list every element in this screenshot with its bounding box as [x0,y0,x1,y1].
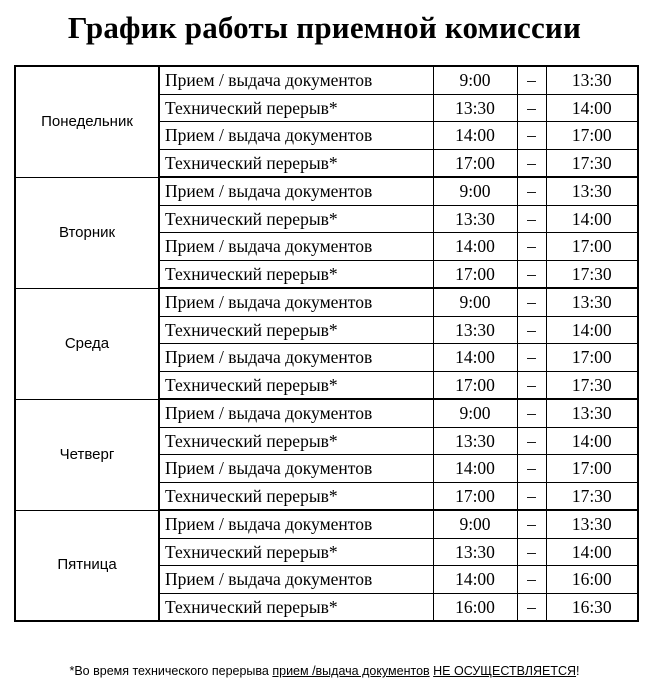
schedule-body [15,66,638,621]
activity-cell: Технический перерыв* [159,149,433,177]
time-dash-cell: – [517,510,546,538]
schedule-row [15,510,638,538]
time-dash-cell: – [517,399,546,427]
time-from-cell: 17:00 [433,482,517,510]
activity-cell: Прием / выдача документов [159,66,433,94]
time-to-cell: 17:00 [546,122,638,150]
activity-cell: Технический перерыв* [159,205,433,233]
time-to-cell: 16:30 [546,593,638,621]
time-to-cell: 13:30 [546,177,638,205]
footnote-underlined-not-performed: НЕ ОСУЩЕСТВЛЯЕТСЯ [433,664,577,678]
time-from-cell: 17:00 [433,149,517,177]
time-to-cell: 17:30 [546,260,638,288]
time-dash-cell: – [517,344,546,372]
footnote-prefix: *Во время технического перерыва [69,664,273,678]
activity-cell: Технический перерыв* [159,593,433,621]
time-dash-cell: – [517,482,546,510]
time-from-cell: 13:30 [433,316,517,344]
activity-cell: Прием / выдача документов [159,177,433,205]
schedule-row [15,288,638,316]
footnote [0,663,649,679]
time-to-cell: 13:30 [546,510,638,538]
time-dash-cell: – [517,122,546,150]
time-dash-cell: – [517,566,546,594]
time-from-cell: 13:30 [433,427,517,455]
day-name: Вторник [15,177,159,288]
activity-cell: Прием / выдача документов [159,510,433,538]
time-to-cell: 13:30 [546,288,638,316]
activity-cell: Прием / выдача документов [159,122,433,150]
time-to-cell: 17:00 [546,455,638,483]
footnote-underlined-documents: прием /выдача документов [272,664,430,678]
time-dash-cell: – [517,177,546,205]
time-from-cell: 14:00 [433,233,517,261]
time-from-cell: 13:30 [433,538,517,566]
time-from-cell: 14:00 [433,344,517,372]
time-to-cell: 13:30 [546,399,638,427]
time-from-cell: 9:00 [433,288,517,316]
activity-cell: Технический перерыв* [159,371,433,399]
time-to-cell: 14:00 [546,316,638,344]
time-to-cell: 14:00 [546,427,638,455]
schedule-table [14,65,639,622]
time-dash-cell: – [517,66,546,94]
time-dash-cell: – [517,233,546,261]
activity-cell: Технический перерыв* [159,427,433,455]
time-to-cell: 13:30 [546,66,638,94]
time-dash-cell: – [517,538,546,566]
time-dash-cell: – [517,149,546,177]
time-dash-cell: – [517,371,546,399]
page-title: График работы приемной комиссии [67,10,582,45]
activity-cell: Прием / выдача документов [159,455,433,483]
time-from-cell: 9:00 [433,510,517,538]
time-from-cell: 9:00 [433,66,517,94]
time-from-cell: 14:00 [433,455,517,483]
time-to-cell: 17:00 [546,344,638,372]
time-dash-cell: – [517,94,546,122]
time-to-cell: 14:00 [546,205,638,233]
footnote-suffix: ! [576,664,580,678]
time-from-cell: 9:00 [433,399,517,427]
activity-cell: Прием / выдача документов [159,399,433,427]
activity-cell: Прием / выдача документов [159,344,433,372]
time-to-cell: 17:30 [546,149,638,177]
day-name: Среда [15,288,159,399]
activity-cell: Прием / выдача документов [159,233,433,261]
time-to-cell: 16:00 [546,566,638,594]
day-name: Понедельник [15,66,159,177]
time-to-cell: 17:30 [546,482,638,510]
time-from-cell: 17:00 [433,371,517,399]
time-dash-cell: – [517,260,546,288]
time-to-cell: 14:00 [546,94,638,122]
time-dash-cell: – [517,316,546,344]
time-dash-cell: – [517,427,546,455]
time-from-cell: 14:00 [433,122,517,150]
time-from-cell: 9:00 [433,177,517,205]
schedule-row [15,177,638,205]
day-name: Пятница [15,510,159,621]
time-dash-cell: – [517,288,546,316]
activity-cell: Технический перерыв* [159,482,433,510]
time-from-cell: 17:00 [433,260,517,288]
activity-cell: Технический перерыв* [159,260,433,288]
activity-cell: Технический перерыв* [159,538,433,566]
day-name: Четверг [15,399,159,510]
time-dash-cell: – [517,455,546,483]
time-to-cell: 17:30 [546,371,638,399]
time-from-cell: 13:30 [433,205,517,233]
activity-cell: Прием / выдача документов [159,288,433,316]
activity-cell: Прием / выдача документов [159,566,433,594]
activity-cell: Технический перерыв* [159,316,433,344]
activity-cell: Технический перерыв* [159,94,433,122]
time-to-cell: 14:00 [546,538,638,566]
schedule-row [15,66,638,94]
time-dash-cell: – [517,593,546,621]
time-dash-cell: – [517,205,546,233]
time-from-cell: 13:30 [433,94,517,122]
time-from-cell: 14:00 [433,566,517,594]
schedule-row [15,399,638,427]
time-to-cell: 17:00 [546,233,638,261]
time-from-cell: 16:00 [433,593,517,621]
